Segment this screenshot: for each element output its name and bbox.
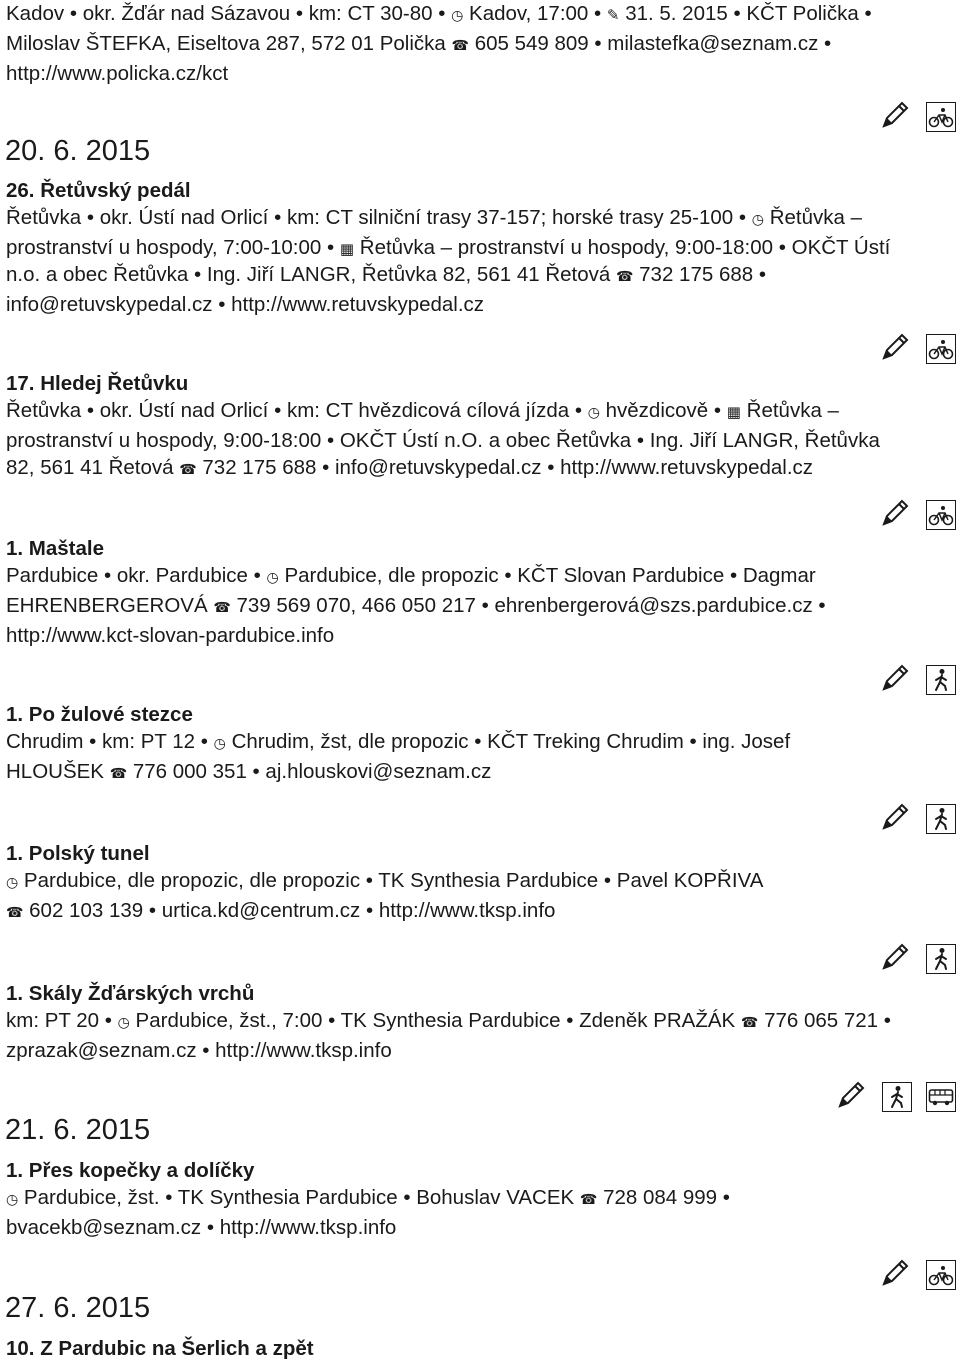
event-title: 10. Z Pardubic na Šerlich a zpět: [6, 1337, 314, 1360]
event-line: [6, 728, 954, 758]
phone-icon: ☎: [740, 1015, 759, 1031]
event-title: 1. Polský tunel: [6, 842, 150, 865]
activity-icons: [878, 496, 956, 530]
clock-icon: ◷: [587, 405, 600, 421]
activity-icons: [878, 661, 956, 695]
text: Kadov • okr. Žďár nad Sázavou • km: CT 30-80 •: [6, 2, 446, 25]
phone-icon: ☎: [6, 905, 24, 921]
text: Pardubice, žst., 7:00 • TK Synthesia Pardubice • Zdeněk PRAŽÁK: [135, 1009, 736, 1032]
text: hvězdicově •: [605, 399, 722, 422]
event-title: 1. Skály Žďárských vrchů: [6, 982, 255, 1005]
clock-icon: ◷: [266, 570, 279, 586]
phone-icon: ☎: [213, 600, 231, 616]
bicycle-icon: [926, 500, 956, 530]
event-line: [6, 592, 954, 622]
event-title: 1. Po žulové stezce: [6, 703, 193, 726]
clock-icon: ◷: [6, 875, 19, 891]
event-line: [6, 867, 954, 897]
text: Pardubice, dle propozic, dle propozic • TK Synthesia Pardubice • Pavel KOPŘIVA: [23, 869, 764, 892]
text: km: PT 20 •: [6, 1009, 112, 1032]
text: Pardubice • okr. Pardubice •: [6, 564, 261, 587]
event-line: [6, 1007, 954, 1037]
header-line-1: [6, 0, 954, 30]
text[interactable]: 776 000 351 • aj.hlouskovi@seznam.cz: [132, 760, 492, 783]
activity-icons: [878, 330, 956, 364]
event-title: 17. Hledej Řetůvku: [6, 372, 189, 395]
text: prostranství u hospody, 7:00-10:00 •: [6, 236, 335, 259]
text[interactable]: 602 103 139 • urtica.kd@centrum.cz • http://www.tksp.info: [29, 899, 556, 922]
phone-icon: ☎: [109, 766, 128, 782]
event-entry: [6, 1335, 954, 1362]
text: Řetůvka • okr. Ústí nad Orlicí • km: CT silniční trasy 37-157; horské trasy 25-100 •: [6, 206, 747, 229]
event-line: [6, 562, 954, 592]
event-line: [6, 897, 954, 927]
text: 728 084 999 •: [603, 1186, 730, 1209]
text: HLOUŠEK: [6, 760, 104, 783]
pencil-icon: [878, 1256, 912, 1290]
activity-icons: [878, 940, 956, 974]
text: Řetůvka –: [769, 206, 862, 229]
event-line: [6, 204, 954, 234]
text: EHRENBERGEROVÁ: [6, 594, 208, 617]
pencil-icon: [878, 800, 912, 834]
text: Chrudim • km: PT 12 •: [6, 730, 208, 753]
activity-icons: [878, 800, 956, 834]
hiker-icon: [926, 665, 956, 695]
hiker-icon: [882, 1082, 912, 1112]
event-line: [6, 454, 954, 484]
event-entry: [6, 980, 954, 1064]
text: Řetůvka –: [746, 399, 839, 422]
clock-icon: ◷: [751, 212, 764, 228]
event-entry: [6, 535, 954, 649]
header-line-2: [6, 30, 954, 60]
text: 31. 5. 2015 • KČT Polička •: [625, 2, 872, 25]
text: Miloslav ŠTEFKA, Eiseltova 287, 572 01 Polička: [6, 32, 446, 55]
text[interactable]: 732 175 688 • info@retuvskypedal.cz • http://www.retuvskypedal.cz: [202, 456, 814, 479]
phone-icon: ☎: [579, 1192, 598, 1208]
phone-icon: ☎: [179, 462, 197, 478]
bicycle-icon: [926, 1260, 956, 1290]
text: 82, 561 41 Řetová: [6, 456, 174, 479]
event-contact-line[interactable]: http://www.kct-slovan-pardubice.info: [6, 624, 335, 647]
pencil-icon: [878, 330, 912, 364]
date-heading: 20. 6. 2015: [5, 135, 151, 167]
text: Chrudim, žst, dle propozic • KČT Treking Chrudim • ing. Josef: [231, 730, 791, 753]
bicycle-icon: [926, 334, 956, 364]
pencil-icon: [878, 98, 912, 132]
event-line: [6, 397, 954, 427]
text: Řetůvka • okr. Ústí nad Orlicí • km: CT hvězdicová cílová jízda •: [6, 399, 582, 422]
text: Pardubice, dle propozic • KČT Slovan Pardubice • Dagmar: [284, 564, 816, 587]
event-contact-line[interactable]: zprazak@seznam.cz • http://www.tksp.info: [6, 1039, 392, 1062]
text: Řetůvka – prostranství u hospody, 9:00-18:00 • OKČT Ústí: [359, 236, 891, 259]
event-entry: [6, 840, 954, 927]
text: Kadov, 17:00 •: [469, 2, 602, 25]
activity-icons: [878, 98, 956, 132]
registration-icon: ▦: [339, 240, 355, 258]
phone-icon: ☎: [451, 38, 469, 54]
pencil-icon: ✎: [606, 6, 620, 24]
clock-icon: ◷: [451, 8, 464, 24]
text: 776 065 721 •: [764, 1009, 891, 1032]
date-heading: 27. 6. 2015: [5, 1292, 151, 1324]
text: 739 569 070, 466 050 217 • ehrenbergerová@szs.pardubice.cz •: [236, 594, 826, 617]
activity-icons: [878, 1256, 956, 1290]
pencil-icon: [878, 661, 912, 695]
bicycle-icon: [926, 102, 956, 132]
event-title: 1. Maštale: [6, 537, 104, 560]
event-contact-line[interactable]: bvacekb@seznam.cz • http://www.tksp.info: [6, 1216, 397, 1239]
text: n.o. a obec Řetůvka • Ing. Jiří LANGR, Řetůvka 82, 561 41 Řetová: [6, 263, 611, 286]
hiker-icon: [926, 944, 956, 974]
clock-icon: ◷: [213, 736, 226, 752]
date-heading: 21. 6. 2015: [5, 1114, 151, 1146]
clock-icon: ◷: [117, 1015, 130, 1031]
pencil-icon: [878, 940, 912, 974]
event-line: [6, 234, 954, 261]
event-entry: [6, 701, 954, 788]
event-line: prostranství u hospody, 9:00-18:00 • OKČT Ústí n.O. a obec Řetůvka • Ing. Jiří LANGR, Řetůvka: [6, 429, 880, 452]
text: 732 175 688 •: [639, 263, 767, 286]
event-entry: [6, 177, 954, 318]
text: 605 549 809 • milastefka@seznam.cz •: [474, 32, 832, 55]
phone-icon: ☎: [615, 269, 634, 285]
bus-icon: [926, 1082, 956, 1112]
registration-icon: ▦: [726, 403, 741, 421]
pencil-icon: [878, 496, 912, 530]
header-line-3[interactable]: http://www.policka.cz/kct: [6, 62, 229, 85]
event-entry: [6, 370, 954, 484]
header-block: [6, 0, 954, 87]
event-contact-line[interactable]: info@retuvskypedal.cz • http://www.retuvskypedal.cz: [6, 293, 485, 316]
event-entry: [6, 1157, 954, 1241]
event-line: [6, 261, 954, 291]
hiker-icon: [926, 804, 956, 834]
text: Pardubice, žst. • TK Synthesia Pardubice • Bohuslav VACEK: [23, 1186, 575, 1209]
clock-icon: ◷: [6, 1192, 19, 1208]
pencil-icon: [834, 1078, 868, 1112]
event-line: [6, 758, 954, 788]
event-title: 1. Přes kopečky a dolíčky: [6, 1159, 255, 1182]
event-title: 26. Řetůvský pedál: [6, 179, 191, 202]
activity-icons: [834, 1078, 956, 1112]
event-line: [6, 1184, 954, 1214]
